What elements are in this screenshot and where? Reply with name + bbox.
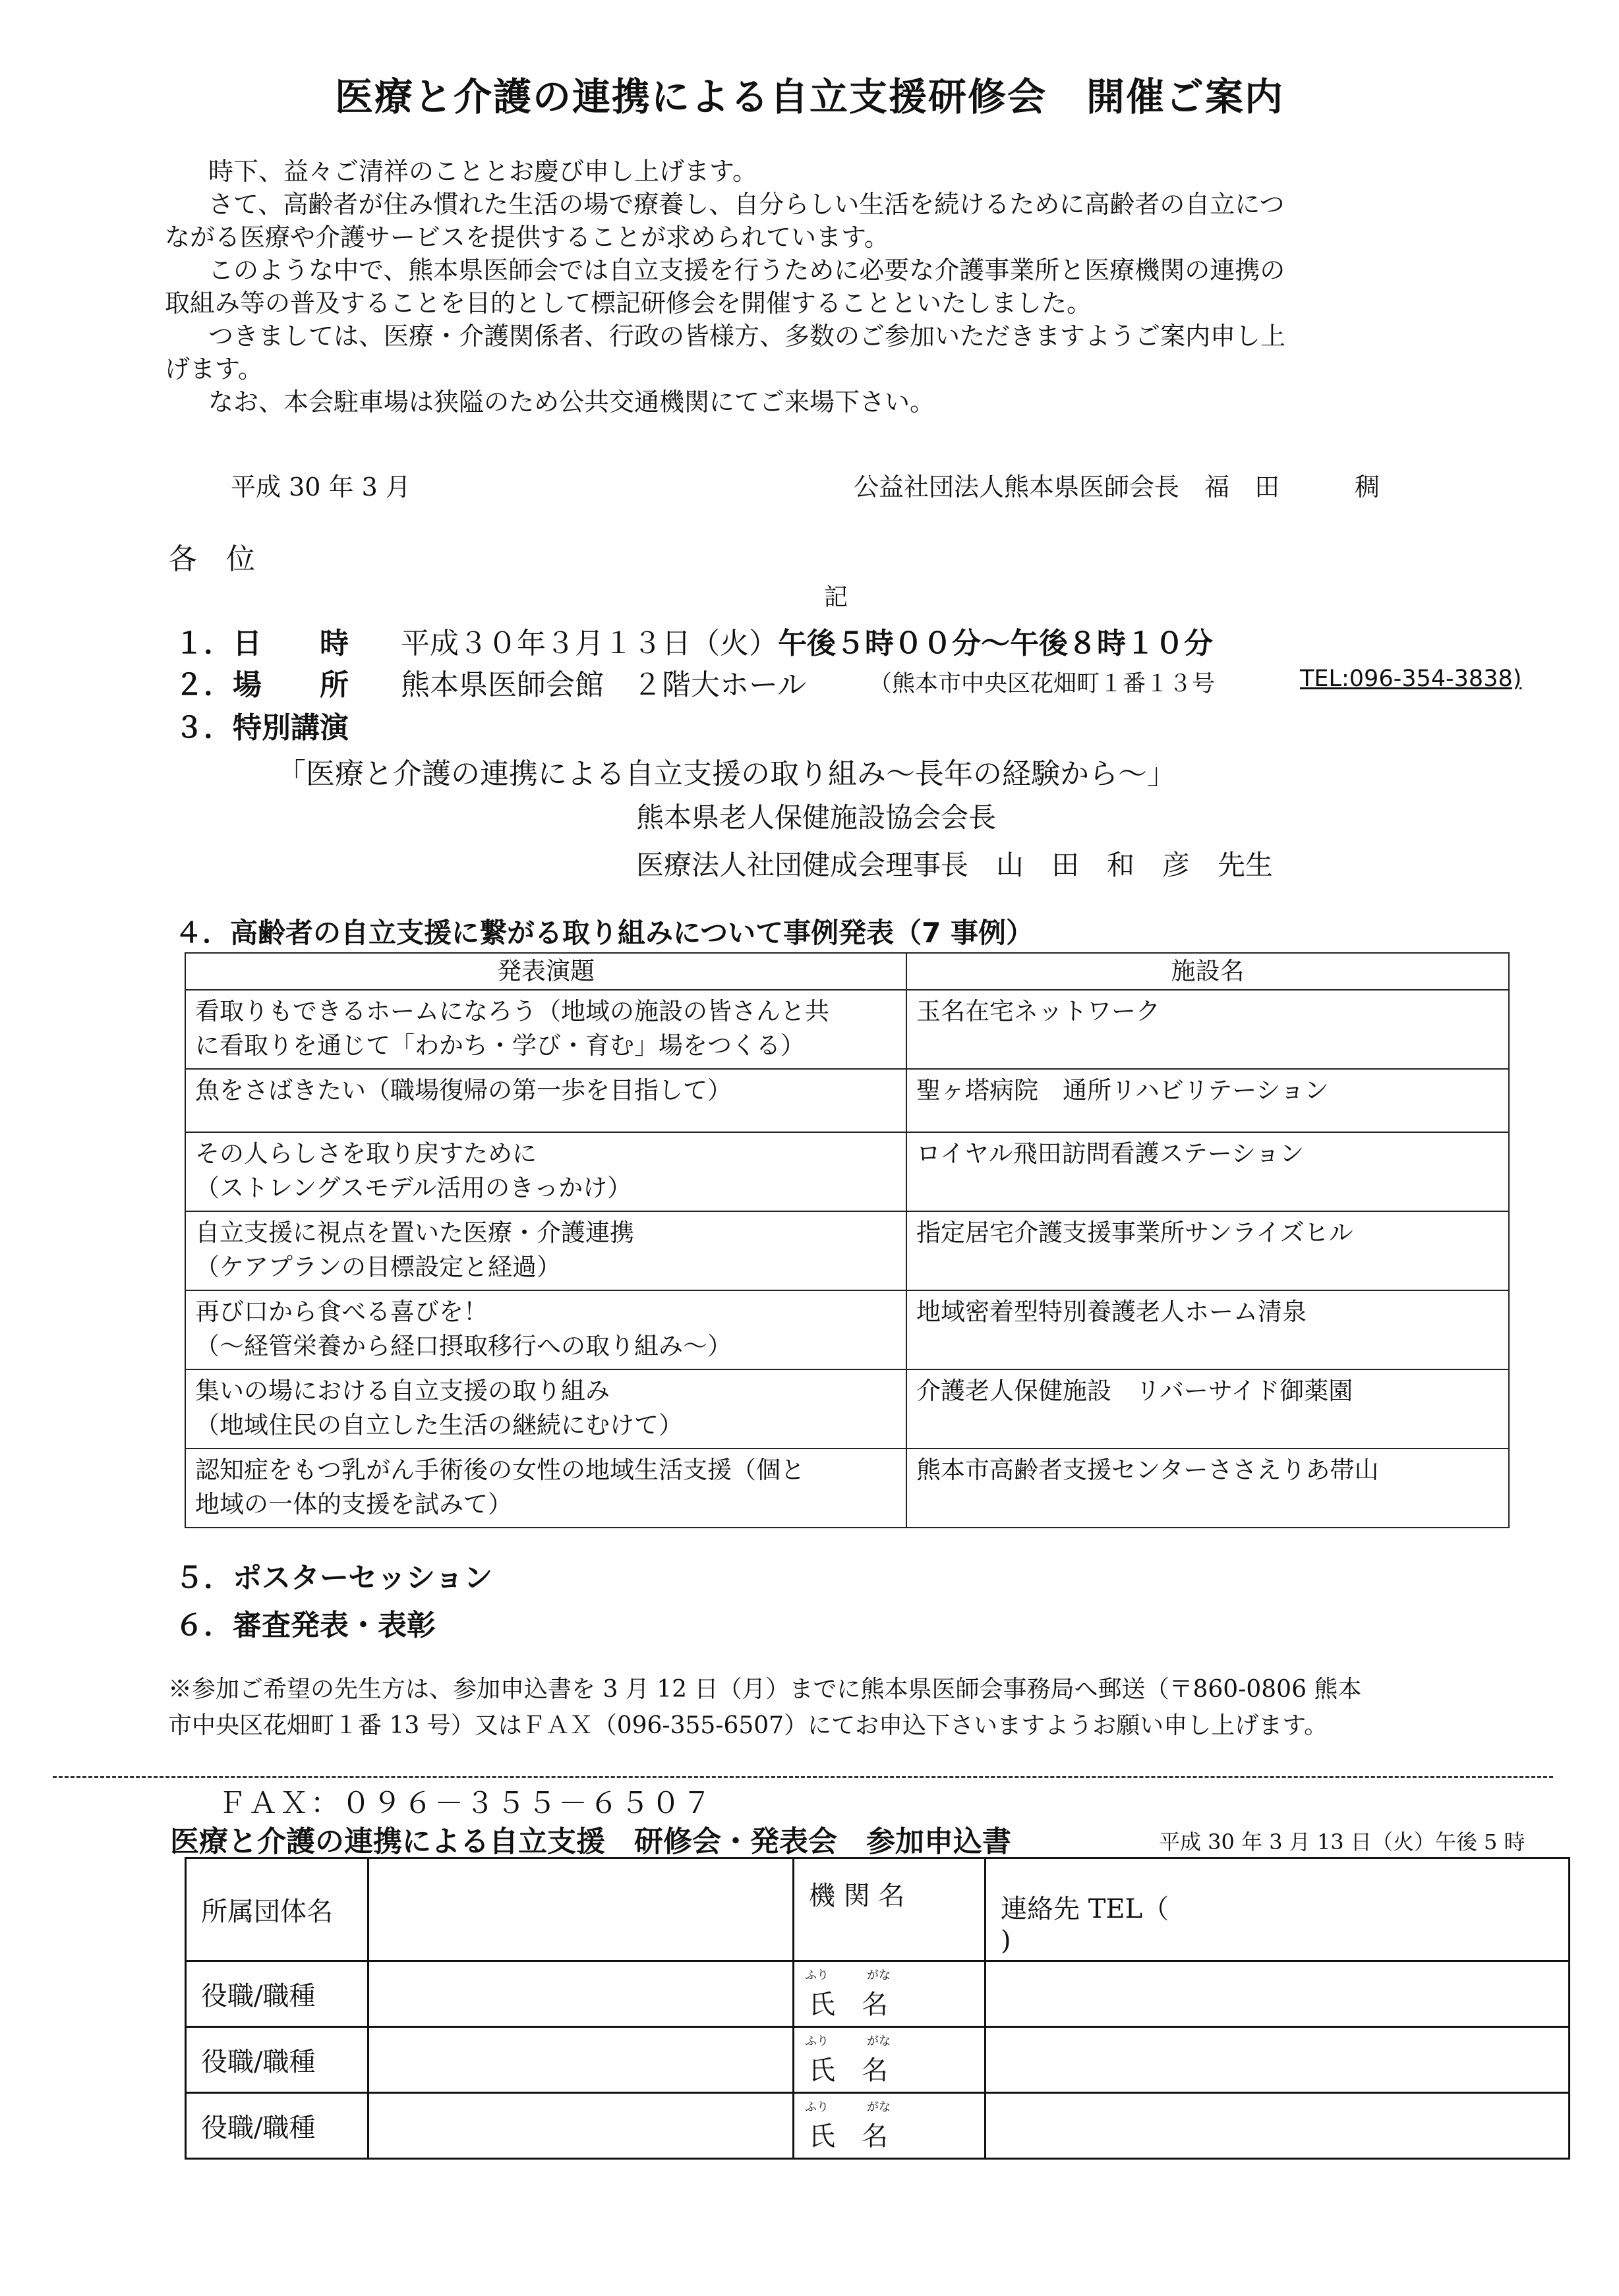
furigana-label: がな	[867, 2034, 891, 2048]
furigana-label: がな	[867, 2100, 891, 2114]
table-row	[185, 1069, 1509, 1132]
intro-line: げます。	[165, 355, 263, 384]
role-label: 役職/職種	[186, 2027, 368, 2093]
participant-row	[186, 2093, 1570, 2159]
name-label: 氏 名	[809, 2121, 888, 2152]
case-facility: 玉名在宅ネットワーク	[906, 990, 1509, 1069]
form-event-date: 平成 30 年 3 月 13 日（火）午後 5 時	[1159, 1829, 1525, 1854]
role-input[interactable]	[368, 2027, 794, 2093]
table-row	[185, 990, 1509, 1069]
furigana-label: ふり	[805, 2034, 829, 2048]
org-label: 所属団体名	[186, 1858, 368, 1961]
case-facility: 熊本市高齢者支援センターささえりあ帯山	[906, 1449, 1509, 1528]
intro-line: ながる医療や介護サービスを提供することが求められています。	[165, 223, 889, 252]
intro-line: つきましては、医療・介護関係者、行政の皆様方、多数のご参加いただきますようご案内申し上	[208, 322, 1286, 351]
intro-line: なお、本会駐車場は狭隘のため公共交通機関にてご来場下さい。	[208, 387, 935, 416]
name-label: 氏 名	[809, 2055, 888, 2086]
furigana-label: ふり	[805, 2100, 829, 2114]
form-fax: ＦＡＸ：０９６－３５５－６５０７	[218, 1787, 713, 1820]
table-header-row	[185, 953, 1509, 990]
lecturer-org: 熊本県老人保健施設協会会長	[636, 801, 997, 834]
column-header: 発表演題	[185, 953, 906, 990]
sender: 公益社団法人熊本県医師会長 福 田 稠	[854, 473, 1380, 502]
participant-row	[186, 1961, 1570, 2027]
name-input[interactable]	[986, 2093, 1570, 2159]
place-tel: TEL:096-354-3838)	[1300, 666, 1522, 692]
inst-input[interactable]	[986, 1858, 1570, 1961]
intro-line: このような中で、熊本県医師会では自立支援を行うために必要な介護事業所と医療機関の連携の	[208, 256, 1285, 285]
date-day: 平成３０年３月１３日（火）	[401, 627, 778, 660]
case-facility: 地域密着型特別養護老人ホーム清泉	[906, 1290, 1509, 1369]
role-label: 役職/職種	[186, 2093, 368, 2159]
date-value	[401, 619, 1213, 662]
recipient: 各 位	[168, 542, 255, 576]
award-label: ６．審査発表・表彰	[175, 1609, 436, 1642]
date-time: 午後５時００分～午後８時１０分	[778, 627, 1213, 660]
application-form	[185, 1857, 1570, 2160]
lecture-label: ３．特別講演	[175, 711, 349, 745]
case-title: 自立支援に視点を置いた医療・介護連携 （ケアプランの目標設定と経過）	[185, 1211, 906, 1290]
case-facility: ロイヤル飛田訪問看護ステーション	[906, 1132, 1509, 1211]
case-title: 看取りもできるホームになろう（地域の施設の皆さんと共 に看取りを通じて「わかち・学び・育む」場をつくる）	[185, 990, 906, 1069]
table-row	[185, 1211, 1509, 1290]
org-input[interactable]	[368, 1858, 794, 1961]
cases-label: ４．高齢者の自立支援に繋がる取り組みについて事例発表（7 事例）	[175, 917, 1034, 949]
role-input[interactable]	[368, 1961, 794, 2027]
tel-label: 連絡先 TEL（	[1001, 1894, 1169, 1924]
case-facility: 指定居宅介護支援事業所サンライズヒル	[906, 1211, 1509, 1290]
note-line: ※参加ご希望の先生方は、参加申込書を 3 月 12 日（月）までに熊本県医師会事務局へ郵送（〒860-0806 熊本	[168, 1676, 1362, 1703]
name-label: 氏 名	[809, 1990, 888, 2020]
table-row	[185, 1369, 1509, 1449]
case-title: 集いの場における自立支援の取り組み （地域住民の自立した生活の継続にむけて）	[185, 1369, 906, 1449]
cut-line	[53, 1776, 1553, 1778]
name-label-cell	[794, 2093, 986, 2159]
intro-line: 時下、益々ご清祥のこととお慶び申し上げます。	[208, 157, 757, 186]
name-label-cell	[794, 1961, 986, 2027]
intro-line: 取組み等の普及することを目的として標記研修会を開催することといたしました。	[165, 289, 1092, 318]
furigana-label: ふり	[805, 1968, 829, 1982]
case-title: 魚をさばきたい（職場復帰の第一歩を目指して）	[185, 1069, 906, 1132]
role-label: 役職/職種	[186, 1961, 368, 2027]
name-input[interactable]	[986, 1961, 1570, 2027]
case-title: 認知症をもつ乳がん手術後の女性の地域生活支援（個と 地域の一体的支援を試みて）	[185, 1449, 906, 1528]
table-row	[185, 1290, 1509, 1369]
issue-date: 平成 30 年 3 月	[231, 473, 411, 502]
lecture-title: 「医療と介護の連携による自立支援の取り組み～長年の経験から～」	[277, 757, 1176, 791]
inst-label: 機 関 名	[794, 1858, 986, 1961]
name-label-cell	[794, 2027, 986, 2093]
name-input[interactable]	[986, 2027, 1570, 2093]
place-value: 熊本県医師会館 ２階大ホール	[401, 668, 807, 702]
lecturer-name: 医療法人社団健成会理事長 山 田 和 彦 先生	[636, 849, 1274, 881]
form-title: 医療と介護の連携による自立支援 研修会・発表会 参加申込書	[170, 1825, 1011, 1858]
date-label: １．日 時	[175, 627, 349, 660]
ki-heading: 記	[824, 584, 848, 611]
cases-table	[185, 952, 1510, 1528]
intro-line: さて、高齢者が住み慣れた生活の場で療養し、自分らしい生活を続けるために高齢者の自立につ	[208, 190, 1285, 219]
furigana-label: がな	[867, 1968, 891, 1982]
place-label: ２．場 所	[175, 668, 349, 702]
case-facility: 介護老人保健施設 リバーサイド御薬園	[906, 1369, 1509, 1449]
table-row	[185, 1449, 1509, 1528]
poster-label: ５．ポスターセッション	[175, 1561, 493, 1595]
participant-row	[186, 2027, 1570, 2093]
column-header: 施設名	[906, 953, 1509, 990]
intro-paragraph	[165, 155, 1285, 418]
case-title: その人らしさを取り戻すために （ストレングスモデル活用のきっかけ）	[185, 1132, 906, 1211]
place-address: （熊本市中央区花畑町１番１３号	[869, 671, 1216, 697]
case-title: 再び口から食べる喜びを！ （～経管栄養から経口摂取移行への取り組み～）	[185, 1290, 906, 1369]
case-facility: 聖ヶ塔病院 通所リハビリテーション	[906, 1069, 1509, 1132]
page-title: 医療と介護の連携による自立支援研修会 開催ご案内	[334, 74, 1284, 119]
role-input[interactable]	[368, 2093, 794, 2159]
table-row	[185, 1132, 1509, 1211]
tel-close: )	[1001, 1926, 1011, 1956]
note-line: 市中央区花畑町１番 13 号）又はＦＡＸ（096-355-6507）にてお申込下さいますようお願い申し上げます。	[168, 1712, 1328, 1739]
